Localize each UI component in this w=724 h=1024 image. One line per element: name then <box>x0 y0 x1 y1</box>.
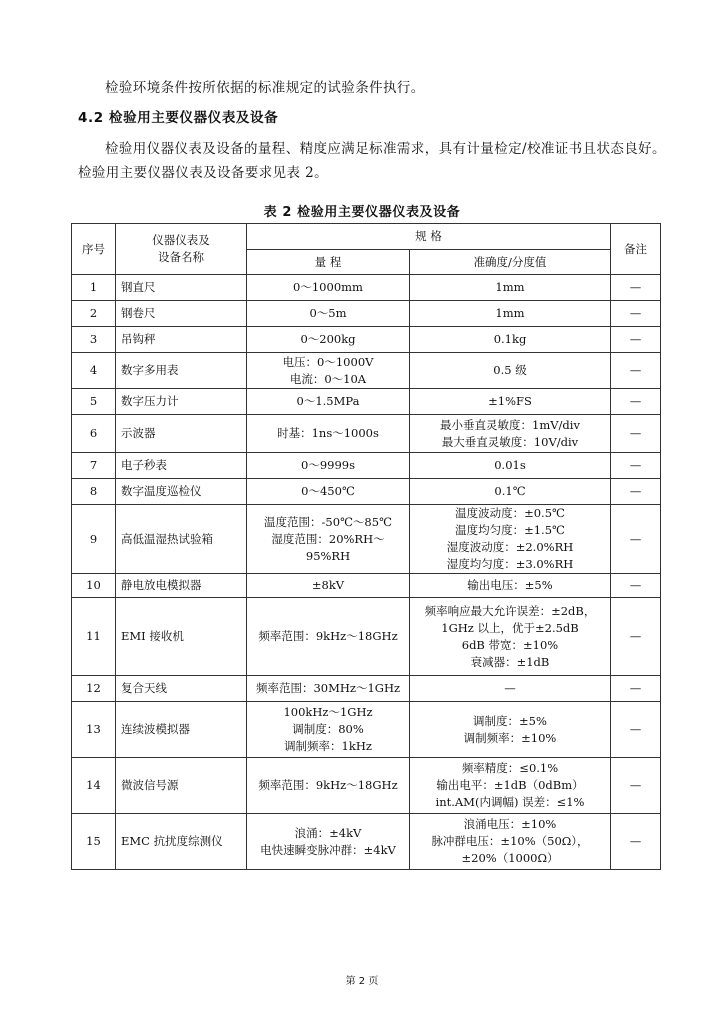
table-row <box>72 676 661 702</box>
cell-name: 吊钩秤 <box>116 327 247 353</box>
cell-remark: — <box>611 275 661 301</box>
cell-accuracy: 频率响应最大允许误差：±2dB， 1GHz 以上，优于±2.5dB 6dB 带宽：±10% 衰减器：±1dB <box>410 598 611 676</box>
table-row <box>72 275 661 301</box>
header-spec: 规 格 <box>247 224 611 250</box>
cell-remark: — <box>611 327 661 353</box>
cell-name: 静电放电模拟器 <box>116 574 247 598</box>
cell-remark: — <box>611 479 661 505</box>
cell-remark: — <box>611 598 661 676</box>
cell-name: 示波器 <box>116 415 247 453</box>
cell-name: EMI 接收机 <box>116 598 247 676</box>
cell-accuracy: 频率精度：≤0.1% 输出电平：±1dB（0dBm） int.AM(内调幅) 误差：≤1% <box>410 758 611 814</box>
cell-range: 频率范围：9kHz～18GHz <box>247 598 410 676</box>
cell-seq: 12 <box>72 676 116 702</box>
cell-accuracy: 浪涌电压：±10% 脉冲群电压：±10%（50Ω）， ±20%（1000Ω） <box>410 814 611 870</box>
cell-remark: — <box>611 574 661 598</box>
cell-accuracy: 1mm <box>410 275 611 301</box>
cell-range: 浪涌：±4kV 电快速瞬变脉冲群：±4kV <box>247 814 410 870</box>
cell-remark: — <box>611 758 661 814</box>
cell-seq: 6 <box>72 415 116 453</box>
cell-remark: — <box>611 389 661 415</box>
table-row <box>72 353 661 389</box>
cell-name: 钢直尺 <box>116 275 247 301</box>
cell-seq: 8 <box>72 479 116 505</box>
cell-accuracy: 0.5 级 <box>410 353 611 389</box>
cell-range: 0～1.5MPa <box>247 389 410 415</box>
cell-seq: 3 <box>72 327 116 353</box>
instrument-table <box>71 223 661 870</box>
table-row <box>72 574 661 598</box>
cell-range: 0～5m <box>247 301 410 327</box>
header-accuracy: 准确度/分度值 <box>410 250 611 275</box>
header-remark: 备注 <box>611 224 661 275</box>
cell-range: ±8kV <box>247 574 410 598</box>
paragraph-instruments: 检验用仪器仪表及设备的量程、精度应满足标准需求，具有计量检定/校准证书且状态良好。检验用主要仪器仪表及设备要求见表 2。 <box>78 141 666 181</box>
table-row <box>72 598 661 676</box>
cell-seq: 9 <box>72 505 116 574</box>
cell-remark: — <box>611 453 661 479</box>
cell-accuracy: 0.01s <box>410 453 611 479</box>
table-row <box>72 327 661 353</box>
cell-accuracy: — <box>410 676 611 702</box>
cell-seq: 15 <box>72 814 116 870</box>
cell-range: 0～1000mm <box>247 275 410 301</box>
table-row <box>72 702 661 758</box>
table-row <box>72 389 661 415</box>
cell-range: 频率范围：30MHz～1GHz <box>247 676 410 702</box>
cell-seq: 4 <box>72 353 116 389</box>
cell-seq: 7 <box>72 453 116 479</box>
cell-range: 0～9999s <box>247 453 410 479</box>
cell-accuracy: 0.1kg <box>410 327 611 353</box>
cell-range: 时基：1ns～1000s <box>247 415 410 453</box>
cell-seq: 14 <box>72 758 116 814</box>
cell-remark: — <box>611 676 661 702</box>
cell-seq: 13 <box>72 702 116 758</box>
table-row <box>72 814 661 870</box>
cell-name: 电子秒表 <box>116 453 247 479</box>
table-row <box>72 453 661 479</box>
cell-accuracy: ±1%FS <box>410 389 611 415</box>
table-row <box>72 415 661 453</box>
cell-name: 复合天线 <box>116 676 247 702</box>
paragraph-environment: 检验环境条件按所依据的标准规定的试验条件执行。 <box>105 80 425 96</box>
cell-range: 0～450℃ <box>247 479 410 505</box>
cell-range: 温度范围：-50℃～85℃ 湿度范围：20%RH～95%RH <box>247 505 410 574</box>
cell-name: 数字温度巡检仪 <box>116 479 247 505</box>
cell-name: 高低温湿热试验箱 <box>116 505 247 574</box>
table-row <box>72 479 661 505</box>
cell-name: EMC 抗扰度综测仪 <box>116 814 247 870</box>
section-heading: 4.2 检验用主要仪器仪表及设备 <box>78 110 279 126</box>
header-seq: 序号 <box>72 224 116 275</box>
table-row <box>72 301 661 327</box>
cell-remark: — <box>611 301 661 327</box>
cell-seq: 5 <box>72 389 116 415</box>
cell-accuracy: 1mm <box>410 301 611 327</box>
table-row <box>72 505 661 574</box>
cell-range: 100kHz～1GHz 调制度：80% 调制频率：1kHz <box>247 702 410 758</box>
cell-name: 数字压力计 <box>116 389 247 415</box>
page-number: 第 2 页 <box>345 976 379 987</box>
cell-remark: — <box>611 702 661 758</box>
cell-remark: — <box>611 505 661 574</box>
cell-accuracy: 最小垂直灵敏度：1mV/div 最大垂直灵敏度：10V/div <box>410 415 611 453</box>
cell-remark: — <box>611 814 661 870</box>
cell-seq: 10 <box>72 574 116 598</box>
cell-name: 钢卷尺 <box>116 301 247 327</box>
cell-range: 频率范围：9kHz～18GHz <box>247 758 410 814</box>
cell-name: 连续波模拟器 <box>116 702 247 758</box>
cell-accuracy: 调制度：±5% 调制频率：±10% <box>410 702 611 758</box>
cell-seq: 11 <box>72 598 116 676</box>
cell-seq: 2 <box>72 301 116 327</box>
cell-name: 数字多用表 <box>116 353 247 389</box>
table-body <box>72 275 661 870</box>
header-range: 量 程 <box>247 250 410 275</box>
cell-accuracy: 温度波动度：±0.5℃ 温度均匀度：±1.5℃ 湿度波动度：±2.0%RH 湿度均匀度：±3.0%RH <box>410 505 611 574</box>
table-row <box>72 758 661 814</box>
cell-name: 微波信号源 <box>116 758 247 814</box>
cell-accuracy: 0.1℃ <box>410 479 611 505</box>
cell-remark: — <box>611 353 661 389</box>
header-name: 仪器仪表及 设备名称 <box>116 224 247 275</box>
cell-accuracy: 输出电压：±5% <box>410 574 611 598</box>
cell-remark: — <box>611 415 661 453</box>
cell-range: 0～200kg <box>247 327 410 353</box>
table-caption: 表 2 检验用主要仪器仪表及设备 <box>263 205 461 220</box>
cell-seq: 1 <box>72 275 116 301</box>
cell-range: 电压：0～1000V 电流：0～10A <box>247 353 410 389</box>
